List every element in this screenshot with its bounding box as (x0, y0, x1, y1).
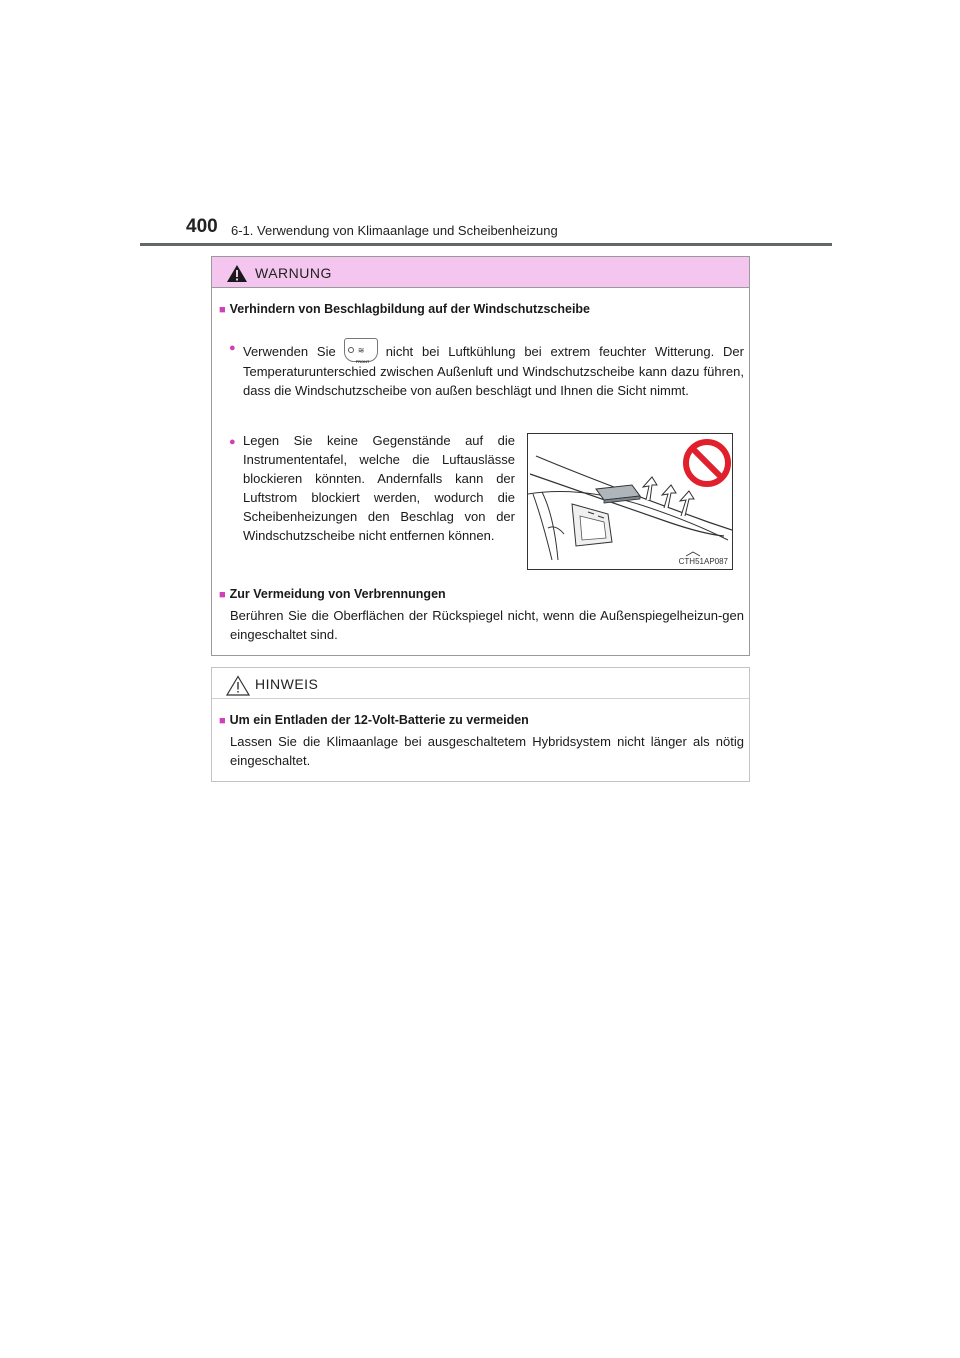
indicator-dot-icon (348, 347, 354, 353)
bullet1-before: Verwenden Sie (243, 344, 336, 359)
note-label: HINWEIS (255, 676, 319, 692)
warning-bullet-defrost (243, 338, 744, 400)
front-button-text: FRONT (355, 359, 370, 364)
defroster-icon: ≋ (357, 346, 365, 355)
circle-bullet-icon: ● (229, 342, 236, 354)
square-bullet-icon: ■ (219, 589, 226, 601)
circle-bullet-icon: ● (229, 436, 236, 448)
page-number: 400 (186, 216, 218, 237)
dashboard-drawing (528, 434, 733, 570)
warning-bullet-dashboard: Legen Sie keine Gegenstände auf die Instrumententafel, welche die Luftauslässe blockieren könnten. Andernfalls kann der Luftstrom blockiert werden, wodurch die Scheibenheizungen den Beschlag von der Windschutzscheibe nicht entfernen können. (243, 433, 515, 543)
square-bullet-icon: ■ (219, 304, 226, 316)
header-rule (140, 243, 832, 246)
square-bullet-icon: ■ (219, 715, 226, 727)
warning-label: WARNUNG (255, 265, 332, 281)
note-heading-battery (219, 713, 529, 727)
warning-para-burns: Berühren Sie die Oberflächen der Rückspiegel nicht, wenn die Außenspiegelheizun-gen eingeschaltet sind. (230, 608, 744, 642)
dashboard-illustration (527, 433, 733, 570)
warning-heading-fogging (219, 302, 590, 316)
note-header (212, 668, 749, 699)
note-para-battery: Lassen Sie die Klimaanlage bei ausgeschaltetem Hybridsystem nicht länger als nötig eingeschaltet. (230, 734, 744, 768)
warning-heading-burns-text: Zur Vermeidung von Verbrennungen (229, 587, 446, 601)
warning-triangle-icon (226, 264, 248, 283)
bullet1-after: nicht bei Luftkühlung bei extrem feuchter Witterung. Der Temperaturunterschied zwischen Außenluft und Windschutzscheibe kann dazu führen, dass die Windschutzscheibe von außen beschlägt und Ihnen die Sicht nimmt. (243, 344, 744, 398)
warning-box (211, 256, 750, 656)
caution-triangle-icon (226, 675, 250, 696)
front-defroster-button-icon (344, 338, 378, 362)
illustration-code: CTH51AP087 (678, 557, 728, 566)
note-heading-battery-text: Um ein Entladen der 12-Volt-Batterie zu vermeiden (229, 713, 529, 727)
warning-heading-fogging-text: Verhindern von Beschlagbildung auf der Windschutzscheibe (229, 302, 591, 316)
note-box (211, 667, 750, 782)
warning-header (212, 257, 749, 288)
warning-heading-burns (219, 587, 446, 601)
section-title: 6-1. Verwendung von Klimaanlage und Scheibenheizung (231, 223, 558, 238)
